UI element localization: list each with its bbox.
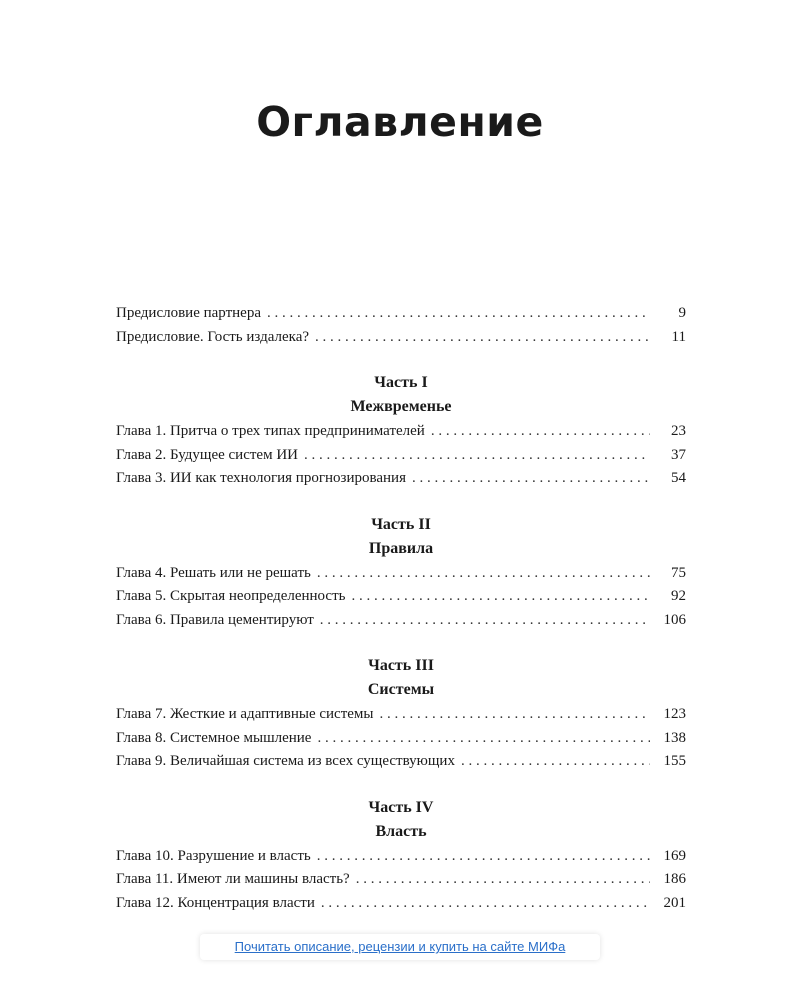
dot-leader [321, 892, 650, 916]
part-heading: Часть II [371, 515, 431, 533]
part-heading: Часть III [368, 657, 434, 674]
dot-leader [412, 467, 650, 491]
dot-leader [351, 585, 650, 609]
toc-entry-page: 75 [671, 564, 686, 581]
toc-entry-page: 123 [663, 706, 686, 722]
toc-entry-chapter-1 [116, 420, 686, 444]
dot-leader [317, 845, 650, 869]
part-name: Правила [368, 539, 434, 557]
toc-entry-page: 92 [671, 588, 686, 604]
toc-entry-chapter-3 [116, 467, 686, 491]
toc-entry-chapter-6 [116, 609, 686, 633]
dot-leader [317, 727, 650, 751]
toc-entry-page: 201 [663, 894, 686, 911]
dot-leader [431, 420, 650, 444]
toc-entry-chapter-2 [116, 444, 686, 468]
buy-on-site-link[interactable]: Почитать описание, рецензии и купить на сайте МИФа [200, 934, 600, 960]
toc-entry-page: 169 [663, 847, 686, 864]
toc-entry-page: 9 [678, 305, 686, 321]
toc-entry-page: 186 [663, 871, 686, 887]
toc-entry-chapter-11 [116, 868, 686, 892]
toc-entry-label: Глава 12. Концентрация власти [116, 894, 315, 911]
toc-entry-preface-partner [116, 302, 686, 326]
page-title: Оглавление [256, 98, 544, 146]
toc-entry-label: Глава 7. Жесткие и адаптивные системы [116, 706, 374, 722]
toc-entry-page: 138 [663, 729, 686, 746]
part-heading: Часть IV [368, 798, 434, 816]
dot-leader [379, 703, 650, 727]
toc-entry-label: Глава 11. Имеют ли машины власть? [116, 871, 350, 887]
toc-entry-chapter-12 [116, 892, 686, 916]
part-name: Власть [375, 822, 427, 840]
toc-entry-page: 37 [671, 446, 686, 463]
part-name: Системы [367, 681, 435, 698]
toc-entry-label: Глава 1. Притча о трех типах предпринимателей [116, 423, 425, 439]
toc-entry-label: Глава 4. Решать или не решать [116, 564, 311, 581]
toc-entry-page: 54 [671, 470, 686, 486]
toc-entry-chapter-4 [116, 562, 686, 586]
toc-entry-label: Глава 9. Величайшая система из всех существующих [116, 753, 455, 769]
dot-leader [317, 562, 650, 586]
dot-leader [356, 868, 650, 892]
toc-entry-preface [116, 326, 686, 350]
dot-leader [320, 609, 650, 633]
part-1 [116, 371, 686, 491]
dot-leader [267, 302, 650, 326]
part-heading: Часть I [374, 374, 428, 391]
dot-leader [461, 750, 650, 774]
toc-entry-page: 23 [671, 423, 686, 439]
part-name: Межвременье [350, 398, 452, 415]
part-2 [116, 513, 686, 633]
toc-entry-chapter-8 [116, 727, 686, 751]
toc-entry-label: Глава 2. Будущее систем ИИ [116, 446, 298, 463]
toc-entry-page: 155 [663, 753, 686, 769]
dot-leader [315, 326, 650, 350]
toc-entry-label: Глава 3. ИИ как технология прогнозирования [116, 470, 406, 486]
toc-entry-chapter-9 [116, 750, 686, 774]
table-of-contents [116, 302, 686, 915]
dot-leader [304, 444, 650, 468]
toc-entry-chapter-7 [116, 703, 686, 727]
toc-entry-chapter-5 [116, 585, 686, 609]
toc-entry-label: Предисловие партнера [116, 305, 261, 321]
part-3 [116, 654, 686, 774]
toc-entry-page: 106 [663, 611, 686, 628]
toc-entry-label: Глава 6. Правила цементируют [116, 611, 314, 628]
toc-entry-label: Предисловие. Гость издалека? [116, 328, 310, 345]
toc-entry-chapter-10 [116, 845, 686, 869]
toc-entry-label: Глава 5. Скрытая неопределенность [116, 588, 346, 604]
toc-entry-page: 11 [671, 328, 686, 345]
part-4 [116, 796, 686, 916]
toc-entry-label: Глава 8. Системное мышление [116, 729, 312, 746]
toc-entry-label: Глава 10. Разрушение и власть [116, 847, 311, 864]
